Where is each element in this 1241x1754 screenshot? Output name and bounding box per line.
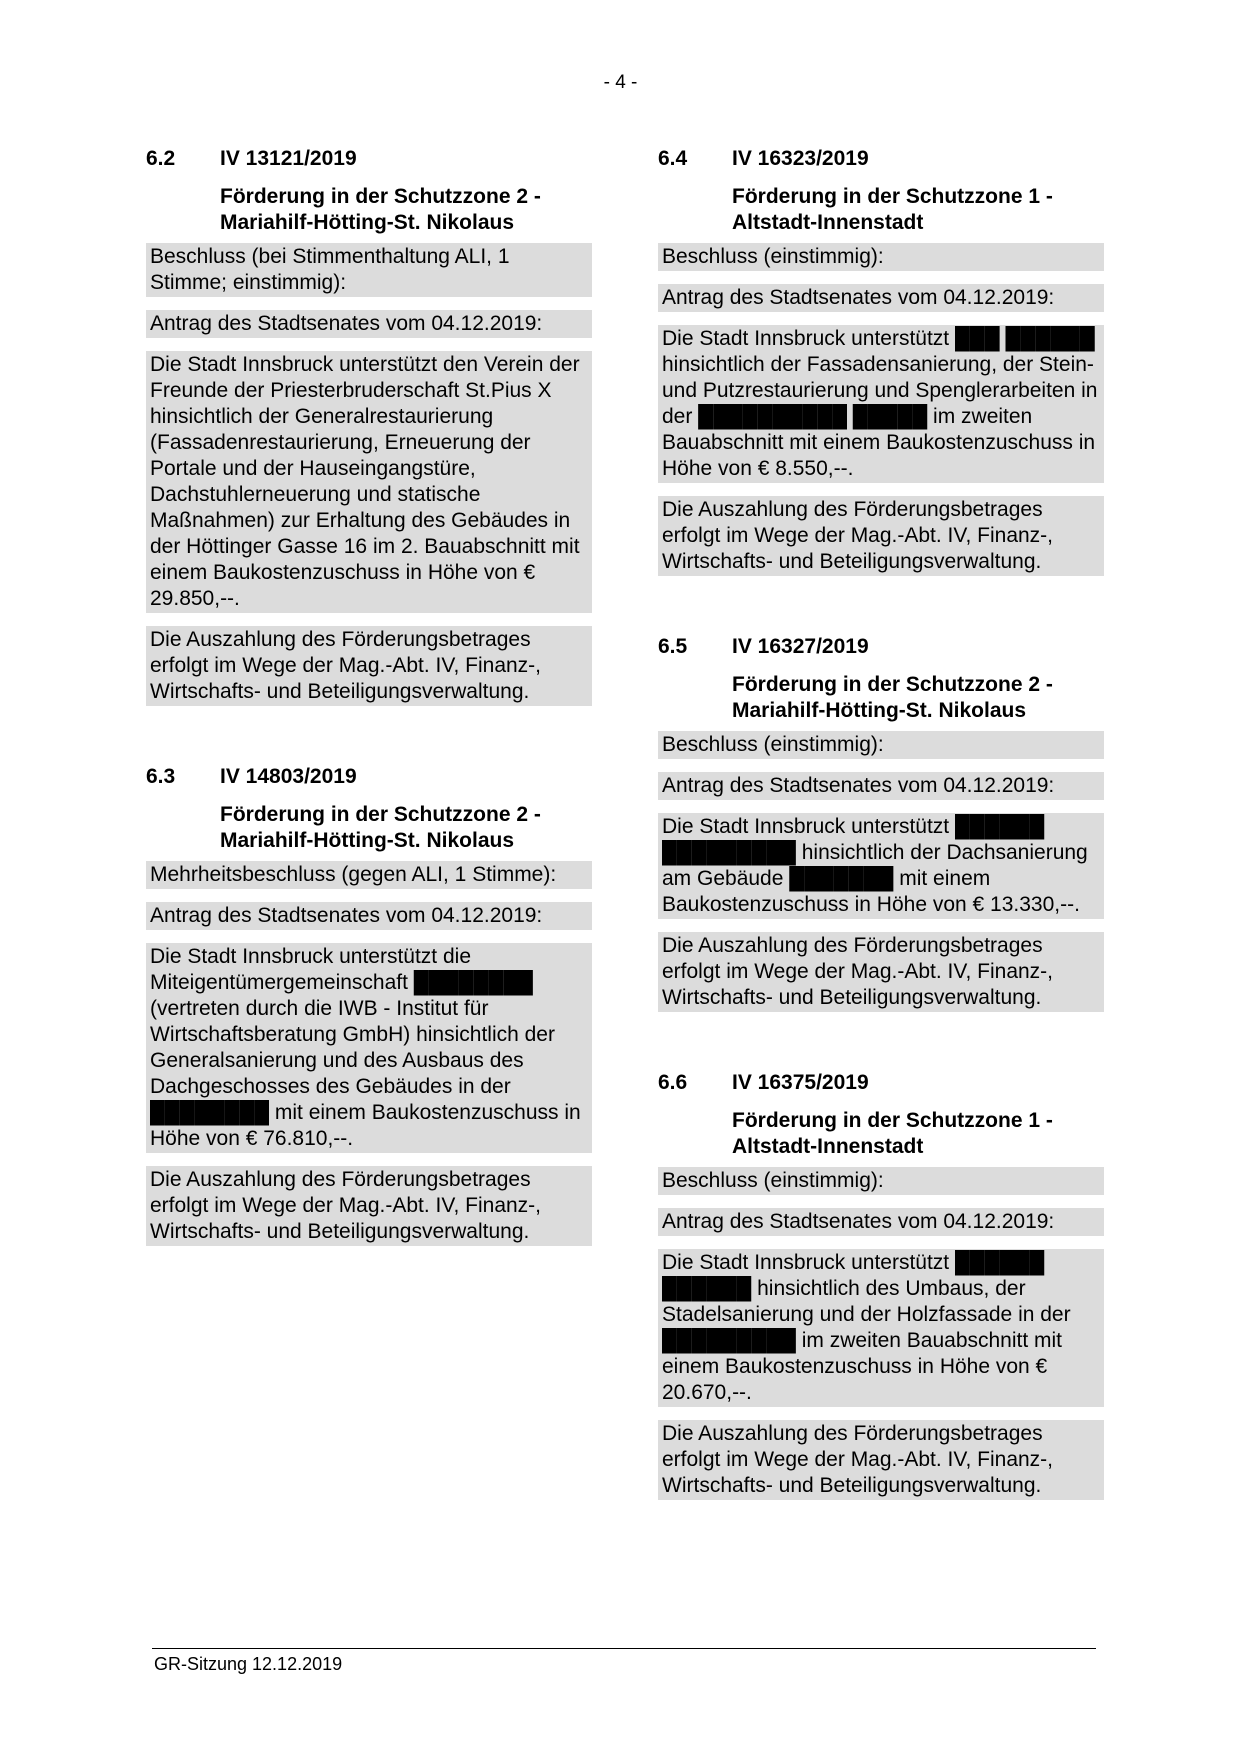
item-title-line: Förderung in der Schutzzone 2 -: [732, 673, 1053, 696]
motion-box: Antrag des Stadtsenates vom 04.12.2019:: [146, 902, 592, 930]
body-box: Die Stadt Innsbruck unterstützt den Verein der Freunde der Priesterbruderschaft St.Pius X hinsichtlich der Generalrestaurierung (Fassadenrestaurierung, Erneuerung der Portale und der Hauseingangstüre, Dachstuhlerneuerung und statische Maßnahmen) zur Erhaltung des Gebäudes in der Höttinger Gasse 16 im 2. Bauabschnitt mit einem Baukostenzuschuss in Höhe von € 29.850,--.: [146, 351, 592, 613]
decision-box: Beschluss (einstimmig):: [658, 731, 1104, 759]
right-column: [658, 146, 1104, 1558]
item-title-line: Mariahilf-Hötting-St. Nikolaus: [732, 699, 1026, 722]
body-box: Die Stadt Innsbruck unterstützt ███ ██████ hinsichtlich der Fassadensanierung, der Stein- und Putzrestaurierung und Spenglerarbeiten in der ██████████ █████ im zweiten Bauabschnitt mit einem Baukostenzuschuss in Höhe von € 8.550,--.: [658, 325, 1104, 483]
item-number: 6.2: [146, 147, 176, 170]
agenda-item-6-6: [658, 1070, 1104, 1500]
item-title-line: Förderung in der Schutzzone 1 -: [732, 185, 1053, 208]
item-title-line: Mariahilf-Hötting-St. Nikolaus: [220, 211, 514, 234]
item-reference: IV 16375/2019: [732, 1071, 869, 1094]
page-number: - 4 -: [603, 72, 638, 93]
motion-box: Antrag des Stadtsenates vom 04.12.2019:: [658, 1208, 1104, 1236]
item-title-line: Förderung in der Schutzzone 2 -: [220, 803, 541, 826]
payment-box: Die Auszahlung des Förderungsbetrages erfolgt im Wege der Mag.-Abt. IV, Finanz-, Wirtschafts- und Beteiligungsverwaltung.: [146, 626, 592, 706]
item-heading: [146, 146, 592, 172]
item-title-line: Förderung in der Schutzzone 1 -: [732, 1109, 1053, 1132]
item-heading: [658, 634, 1104, 660]
item-reference: IV 16327/2019: [732, 635, 869, 658]
motion-box: Antrag des Stadtsenates vom 04.12.2019:: [658, 772, 1104, 800]
item-title: [220, 802, 592, 854]
item-reference: IV 16323/2019: [732, 147, 869, 170]
footer-divider: [152, 1648, 1096, 1649]
item-title: [732, 184, 1104, 236]
body-box: Die Stadt Innsbruck unterstützt die Miteigentümergemeinschaft ████████ (vertreten durch die IWB - Institut für Wirtschaftsberatung GmbH) hinsichtlich der Generalsanierung und des Ausbaus des Dachgeschosses des Gebäudes in der ████████ mit einem Baukostenzuschuss in Höhe von € 76.810,--.: [146, 943, 592, 1153]
item-reference: IV 13121/2019: [220, 147, 357, 170]
payment-box: Die Auszahlung des Förderungsbetrages erfolgt im Wege der Mag.-Abt. IV, Finanz-, Wirtschafts- und Beteiligungsverwaltung.: [658, 496, 1104, 576]
item-number: 6.6: [658, 1071, 688, 1094]
item-heading: [658, 1070, 1104, 1096]
item-title: [732, 672, 1104, 724]
payment-box: Die Auszahlung des Förderungsbetrages erfolgt im Wege der Mag.-Abt. IV, Finanz-, Wirtschafts- und Beteiligungsverwaltung.: [146, 1166, 592, 1246]
item-reference: IV 14803/2019: [220, 765, 357, 788]
body-box: Die Stadt Innsbruck unterstützt ██████ █████████ hinsichtlich der Dachsanierung am Gebäude ███████ mit einem Baukostenzuschuss in Höhe von € 13.330,--.: [658, 813, 1104, 919]
item-title-line: Altstadt-Innenstadt: [732, 211, 924, 234]
item-heading: [658, 146, 1104, 172]
payment-box: Die Auszahlung des Förderungsbetrages erfolgt im Wege der Mag.-Abt. IV, Finanz-, Wirtschafts- und Beteiligungsverwaltung.: [658, 932, 1104, 1012]
item-title: [220, 184, 592, 236]
item-title-line: Förderung in der Schutzzone 2 -: [220, 185, 541, 208]
agenda-item-6-4: [658, 146, 1104, 576]
footer-text: GR-Sitzung 12.12.2019: [154, 1654, 343, 1674]
decision-box: Beschluss (einstimmig):: [658, 243, 1104, 271]
decision-box: Beschluss (bei Stimmenthaltung ALI, 1 Stimme; einstimmig):: [146, 243, 592, 297]
item-title-line: Mariahilf-Hötting-St. Nikolaus: [220, 829, 514, 852]
agenda-item-6-3: [146, 764, 592, 1246]
item-title: [732, 1108, 1104, 1160]
motion-box: Antrag des Stadtsenates vom 04.12.2019:: [146, 310, 592, 338]
decision-box: Mehrheitsbeschluss (gegen ALI, 1 Stimme):: [146, 861, 592, 889]
item-number: 6.5: [658, 635, 688, 658]
decision-box: Beschluss (einstimmig):: [658, 1167, 1104, 1195]
payment-box: Die Auszahlung des Förderungsbetrages erfolgt im Wege der Mag.-Abt. IV, Finanz-, Wirtschafts- und Beteiligungsverwaltung.: [658, 1420, 1104, 1500]
item-heading: [146, 764, 592, 790]
left-column: [146, 146, 592, 1304]
item-number: 6.4: [658, 147, 688, 170]
item-number: 6.3: [146, 765, 176, 788]
body-box: Die Stadt Innsbruck unterstützt ██████ ██████ hinsichtlich des Umbaus, der Stadelsanierung und der Holzfassade in der █████████ im zweiten Bauabschnitt mit einem Baukostenzuschuss in Höhe von € 20.670,--.: [658, 1249, 1104, 1407]
motion-box: Antrag des Stadtsenates vom 04.12.2019:: [658, 284, 1104, 312]
item-title-line: Altstadt-Innenstadt: [732, 1135, 924, 1158]
agenda-item-6-2: [146, 146, 592, 706]
agenda-item-6-5: [658, 634, 1104, 1012]
